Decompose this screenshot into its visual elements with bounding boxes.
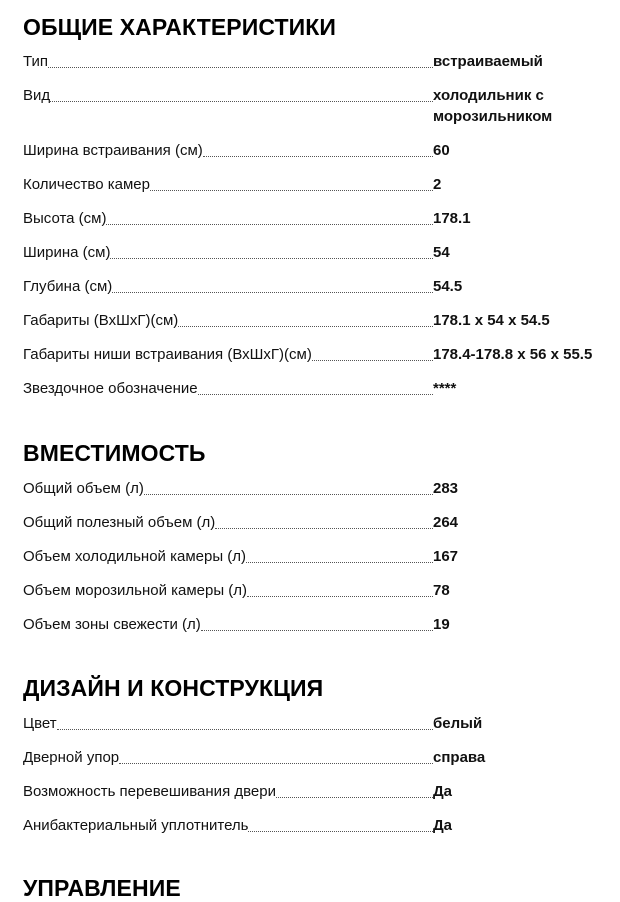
spec-row: [23, 174, 620, 195]
leader-dots: [110, 258, 433, 259]
spec-value: 178.1 x 54 x 54.5: [433, 312, 550, 329]
spec-row: [23, 310, 620, 331]
spec-row: [23, 546, 620, 567]
spec-row: [23, 747, 620, 768]
leader-dots: [198, 394, 433, 395]
leader-dots: [119, 763, 433, 764]
leader-dots: [50, 101, 433, 102]
leader-dots: [215, 528, 433, 529]
spec-value: 178.4-178.8 x 56 x 55.5: [433, 346, 593, 363]
spec-row: [23, 140, 620, 161]
spec-label: Габариты ниши встраивания (ВхШхГ)(см): [23, 346, 312, 363]
spec-value: 19: [433, 616, 450, 633]
spec-row: [23, 815, 620, 836]
spec-label: Ширина (см): [23, 244, 111, 261]
rows-general: [23, 51, 620, 412]
spec-value: 60: [433, 142, 450, 159]
spec-label: Высота (см): [23, 210, 107, 227]
section-capacity: [23, 439, 620, 467]
spec-row: [23, 614, 620, 635]
spec-row: [23, 713, 620, 734]
spec-label: Объем холодильной камеры (л): [23, 548, 247, 565]
leader-dots: [203, 156, 433, 157]
spec-label: Анибактериальный уплотнитель: [23, 817, 249, 834]
section-control: [23, 874, 620, 902]
spec-row: [23, 478, 620, 499]
section-title: ОБЩИЕ ХАРАКТЕРИСТИКИ: [23, 14, 337, 40]
leader-dots: [112, 292, 433, 293]
spec-label: Тип: [23, 53, 49, 70]
spec-value: белый: [433, 715, 483, 732]
spec-label: Дверной упор: [23, 749, 120, 766]
section-title: УПРАВЛЕНИЕ: [23, 875, 181, 901]
spec-value: 283: [433, 480, 459, 497]
leader-dots: [248, 831, 433, 832]
leader-dots: [57, 729, 433, 730]
spec-row: [23, 378, 620, 399]
spec-row: [23, 580, 620, 601]
spec-label: Габариты (ВхШхГ)(см): [23, 312, 179, 329]
spec-value: 78: [433, 582, 450, 599]
section-design: [23, 674, 620, 702]
rows-capacity: [23, 478, 620, 648]
section-title: ВМЕСТИМОСТЬ: [23, 440, 206, 466]
spec-row: [23, 242, 620, 263]
spec-row: [23, 51, 620, 72]
spec-label: Объем морозильной камеры (л): [23, 582, 248, 599]
spec-row: [23, 85, 620, 127]
spec-label: Звездочное обозначение: [23, 380, 198, 397]
spec-value: 54: [433, 244, 450, 261]
section-title: ДИЗАЙН И КОНСТРУКЦИЯ: [23, 675, 324, 701]
leader-dots: [48, 67, 433, 68]
spec-value: 54.5: [433, 278, 463, 295]
spec-value: холодильник с морозильником: [433, 87, 553, 125]
spec-label: Общий объем (л): [23, 480, 144, 497]
spec-label: Объем зоны свежести (л): [23, 616, 201, 633]
spec-row: [23, 344, 620, 365]
spec-value: справа: [433, 749, 486, 766]
spec-value: 178.1: [433, 210, 471, 227]
leader-dots: [201, 630, 433, 631]
spec-value: встраиваемый: [433, 53, 543, 70]
spec-row: [23, 512, 620, 533]
spec-label: Цвет: [23, 715, 57, 732]
spec-value: 264: [433, 514, 459, 531]
leader-dots: [144, 494, 433, 495]
leader-dots: [150, 190, 433, 191]
spec-value: 167: [433, 548, 459, 565]
spec-label: Общий полезный объем (л): [23, 514, 216, 531]
spec-value: Да: [433, 783, 453, 800]
spec-value: ****: [433, 380, 457, 397]
leader-dots: [106, 224, 433, 225]
spec-label: Ширина встраивания (см): [23, 142, 203, 159]
spec-label: Глубина (см): [23, 278, 113, 295]
leader-dots: [247, 596, 433, 597]
spec-label: Возможность перевешивания двери: [23, 783, 276, 800]
spec-label: Вид: [23, 87, 51, 104]
spec-value: Да: [433, 817, 453, 834]
leader-dots: [246, 562, 433, 563]
leader-dots: [276, 797, 433, 798]
spec-value: 2: [433, 176, 442, 193]
rows-design: [23, 713, 620, 849]
spec-row: [23, 276, 620, 297]
spec-row: [23, 208, 620, 229]
section-general: [23, 13, 620, 41]
spec-label: Количество камер: [23, 176, 150, 193]
leader-dots: [178, 326, 433, 327]
spec-row: [23, 781, 620, 802]
leader-dots: [312, 360, 433, 361]
